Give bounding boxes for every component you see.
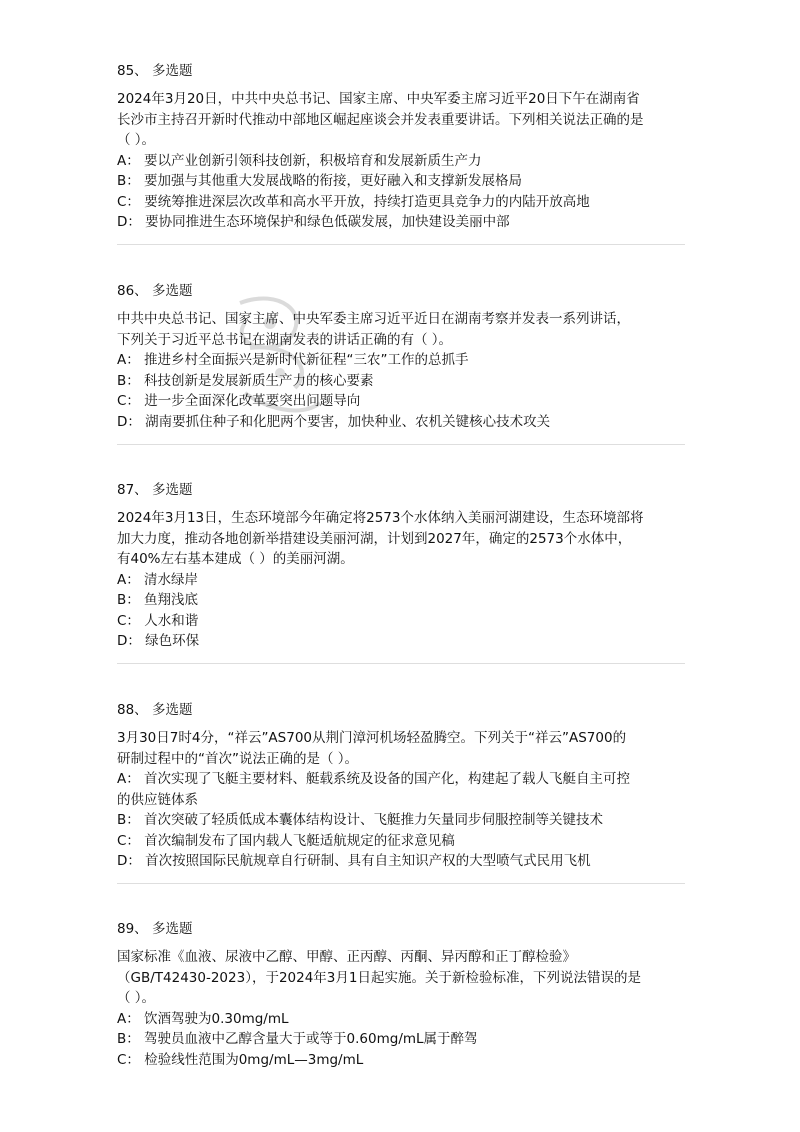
option-b[interactable] [117, 171, 687, 192]
option-text: D： 绿色环保 [117, 633, 200, 649]
option-c[interactable] [117, 611, 687, 632]
option-a[interactable] [117, 350, 687, 371]
option-text: A： 推进乡村全面振兴是新时代新征程“三农”工作的总抓手 [117, 352, 469, 368]
stem-line: （ ）。 [117, 132, 156, 148]
question-85 [117, 61, 687, 233]
option-text: A： 首次实现了飞艇主要材料、艇载系统及设备的国产化，构建起了载人飞艇自主可控 [117, 771, 631, 787]
stem-line: 3月30日7时4分，“祥云”AS700从荆门漳河机场轻盈腾空。下列关于“祥云”AS700的 [117, 730, 627, 746]
stem-line: 有40%左右基本建成（ ）的美丽河湖。 [117, 551, 354, 567]
option-text: A： 饮酒驾驶为0.30mg/mL [117, 1010, 289, 1027]
option-text: B： 要加强与其他重大发展战略的衔接，更好融入和支撑新发展格局 [117, 173, 523, 189]
stem-line: 长沙市主持召开新时代推动中部地区崛起座谈会并发表重要讲话。下列相关说法正确的是 [117, 111, 644, 128]
option-b[interactable] [117, 590, 687, 611]
question-86 [117, 281, 687, 432]
option-text: B： 首次突破了轻质低成本囊体结构设计、飞艇推力矢量同步伺服控制等关键技术 [117, 812, 604, 828]
stem-line: （GB/T42430-2023），于2024年3月1日起实施。关于新检验标准，下列说法错误的是 [117, 969, 641, 986]
option-text: C： 要统筹推进深层次改革和高水平开放，持续打造更具竞争力的内陆开放高地 [117, 193, 590, 210]
option-d[interactable] [117, 851, 687, 872]
option-d[interactable] [117, 631, 687, 652]
question-stem [117, 508, 687, 570]
question-header: 88、 多选题 [117, 702, 193, 718]
option-b[interactable] [117, 371, 687, 392]
question-stem [117, 947, 687, 1009]
question-87 [117, 480, 687, 652]
option-a[interactable] [117, 769, 687, 810]
question-stem [117, 728, 687, 769]
divider [117, 883, 685, 884]
option-c[interactable] [117, 192, 687, 213]
options-list [117, 1009, 687, 1071]
option-text: B： 鱼翔浅底 [117, 592, 199, 608]
option-c[interactable] [117, 391, 687, 412]
option-c[interactable] [117, 831, 687, 852]
stem-line: 下列关于习近平总书记在湖南发表的讲话正确的有（ ）。 [117, 331, 453, 348]
stem-line: （ ）。 [117, 990, 156, 1006]
option-text: D： 首次按照国际民航规章自行研制、具有自主知识产权的大型喷气式民用飞机 [117, 853, 591, 869]
options-list [117, 350, 687, 432]
option-d[interactable] [117, 212, 687, 233]
option-text-continued: 的供应链体系 [117, 791, 198, 808]
option-a[interactable] [117, 570, 687, 591]
options-list [117, 769, 687, 872]
option-b[interactable] [117, 810, 687, 831]
options-list [117, 151, 687, 233]
option-b[interactable] [117, 1029, 687, 1050]
stem-line: 加大力度，推动各地创新举措建设美丽河湖，计划到2027年，确定的2573个水体中， [117, 530, 632, 547]
option-text: C： 人水和谐 [117, 612, 199, 629]
divider [117, 444, 685, 445]
option-text: C： 检验线性范围为0mg/mL—3mg/mL [117, 1051, 364, 1068]
option-a[interactable] [117, 151, 687, 172]
question-header: 89、 多选题 [117, 921, 193, 937]
option-d[interactable] [117, 412, 687, 433]
question-stem [117, 309, 687, 350]
option-c[interactable] [117, 1050, 687, 1071]
question-stem [117, 89, 687, 151]
stem-line: 2024年3月13日，生态环境部今年确定将2573个水体纳入美丽河湖建设，生态环境部将 [117, 510, 644, 526]
option-text: C： 首次编制发布了国内载人飞艇适航规定的征求意见稿 [117, 832, 455, 849]
stem-line: 国家标准《血液、尿液中乙醇、甲醇、正丙醇、丙酮、异丙醇和正丁醇检验》 [117, 949, 576, 965]
stem-line: 研制过程中的“首次”说法正确的是（ ）。 [117, 750, 359, 767]
question-88 [117, 700, 687, 872]
option-text: C： 进一步全面深化改革要突出问题导向 [117, 393, 361, 409]
question-header: 86、 多选题 [117, 283, 193, 299]
option-text: D： 湖南要抓住种子和化肥两个要害，加快种业、农机关键核心技术攻关 [117, 413, 551, 430]
divider [117, 663, 685, 664]
option-text: D： 要协同推进生态环境保护和绿色低碳发展，加快建设美丽中部 [117, 214, 510, 230]
option-text: A： 清水绿岸 [117, 571, 199, 588]
question-header: 87、 多选题 [117, 482, 193, 498]
stem-line: 2024年3月20日，中共中央总书记、国家主席、中央军委主席习近平20日下午在湖南省 [117, 91, 640, 107]
stem-line: 中共中央总书记、国家主席、中央军委主席习近平近日在湖南考察并发表一系列讲话， [117, 311, 630, 327]
question-header: 85、 多选题 [117, 63, 193, 79]
option-text: A： 要以产业创新引领科技创新，积极培育和发展新质生产力 [117, 152, 482, 169]
options-list [117, 570, 687, 652]
question-89 [117, 919, 687, 1070]
option-text: B： 科技创新是发展新质生产力的核心要素 [117, 372, 374, 389]
option-text: B： 驾驶员血液中乙醇含量大于或等于0.60mg/mL属于醉驾 [117, 1031, 478, 1047]
divider [117, 244, 685, 245]
option-a[interactable] [117, 1009, 687, 1030]
